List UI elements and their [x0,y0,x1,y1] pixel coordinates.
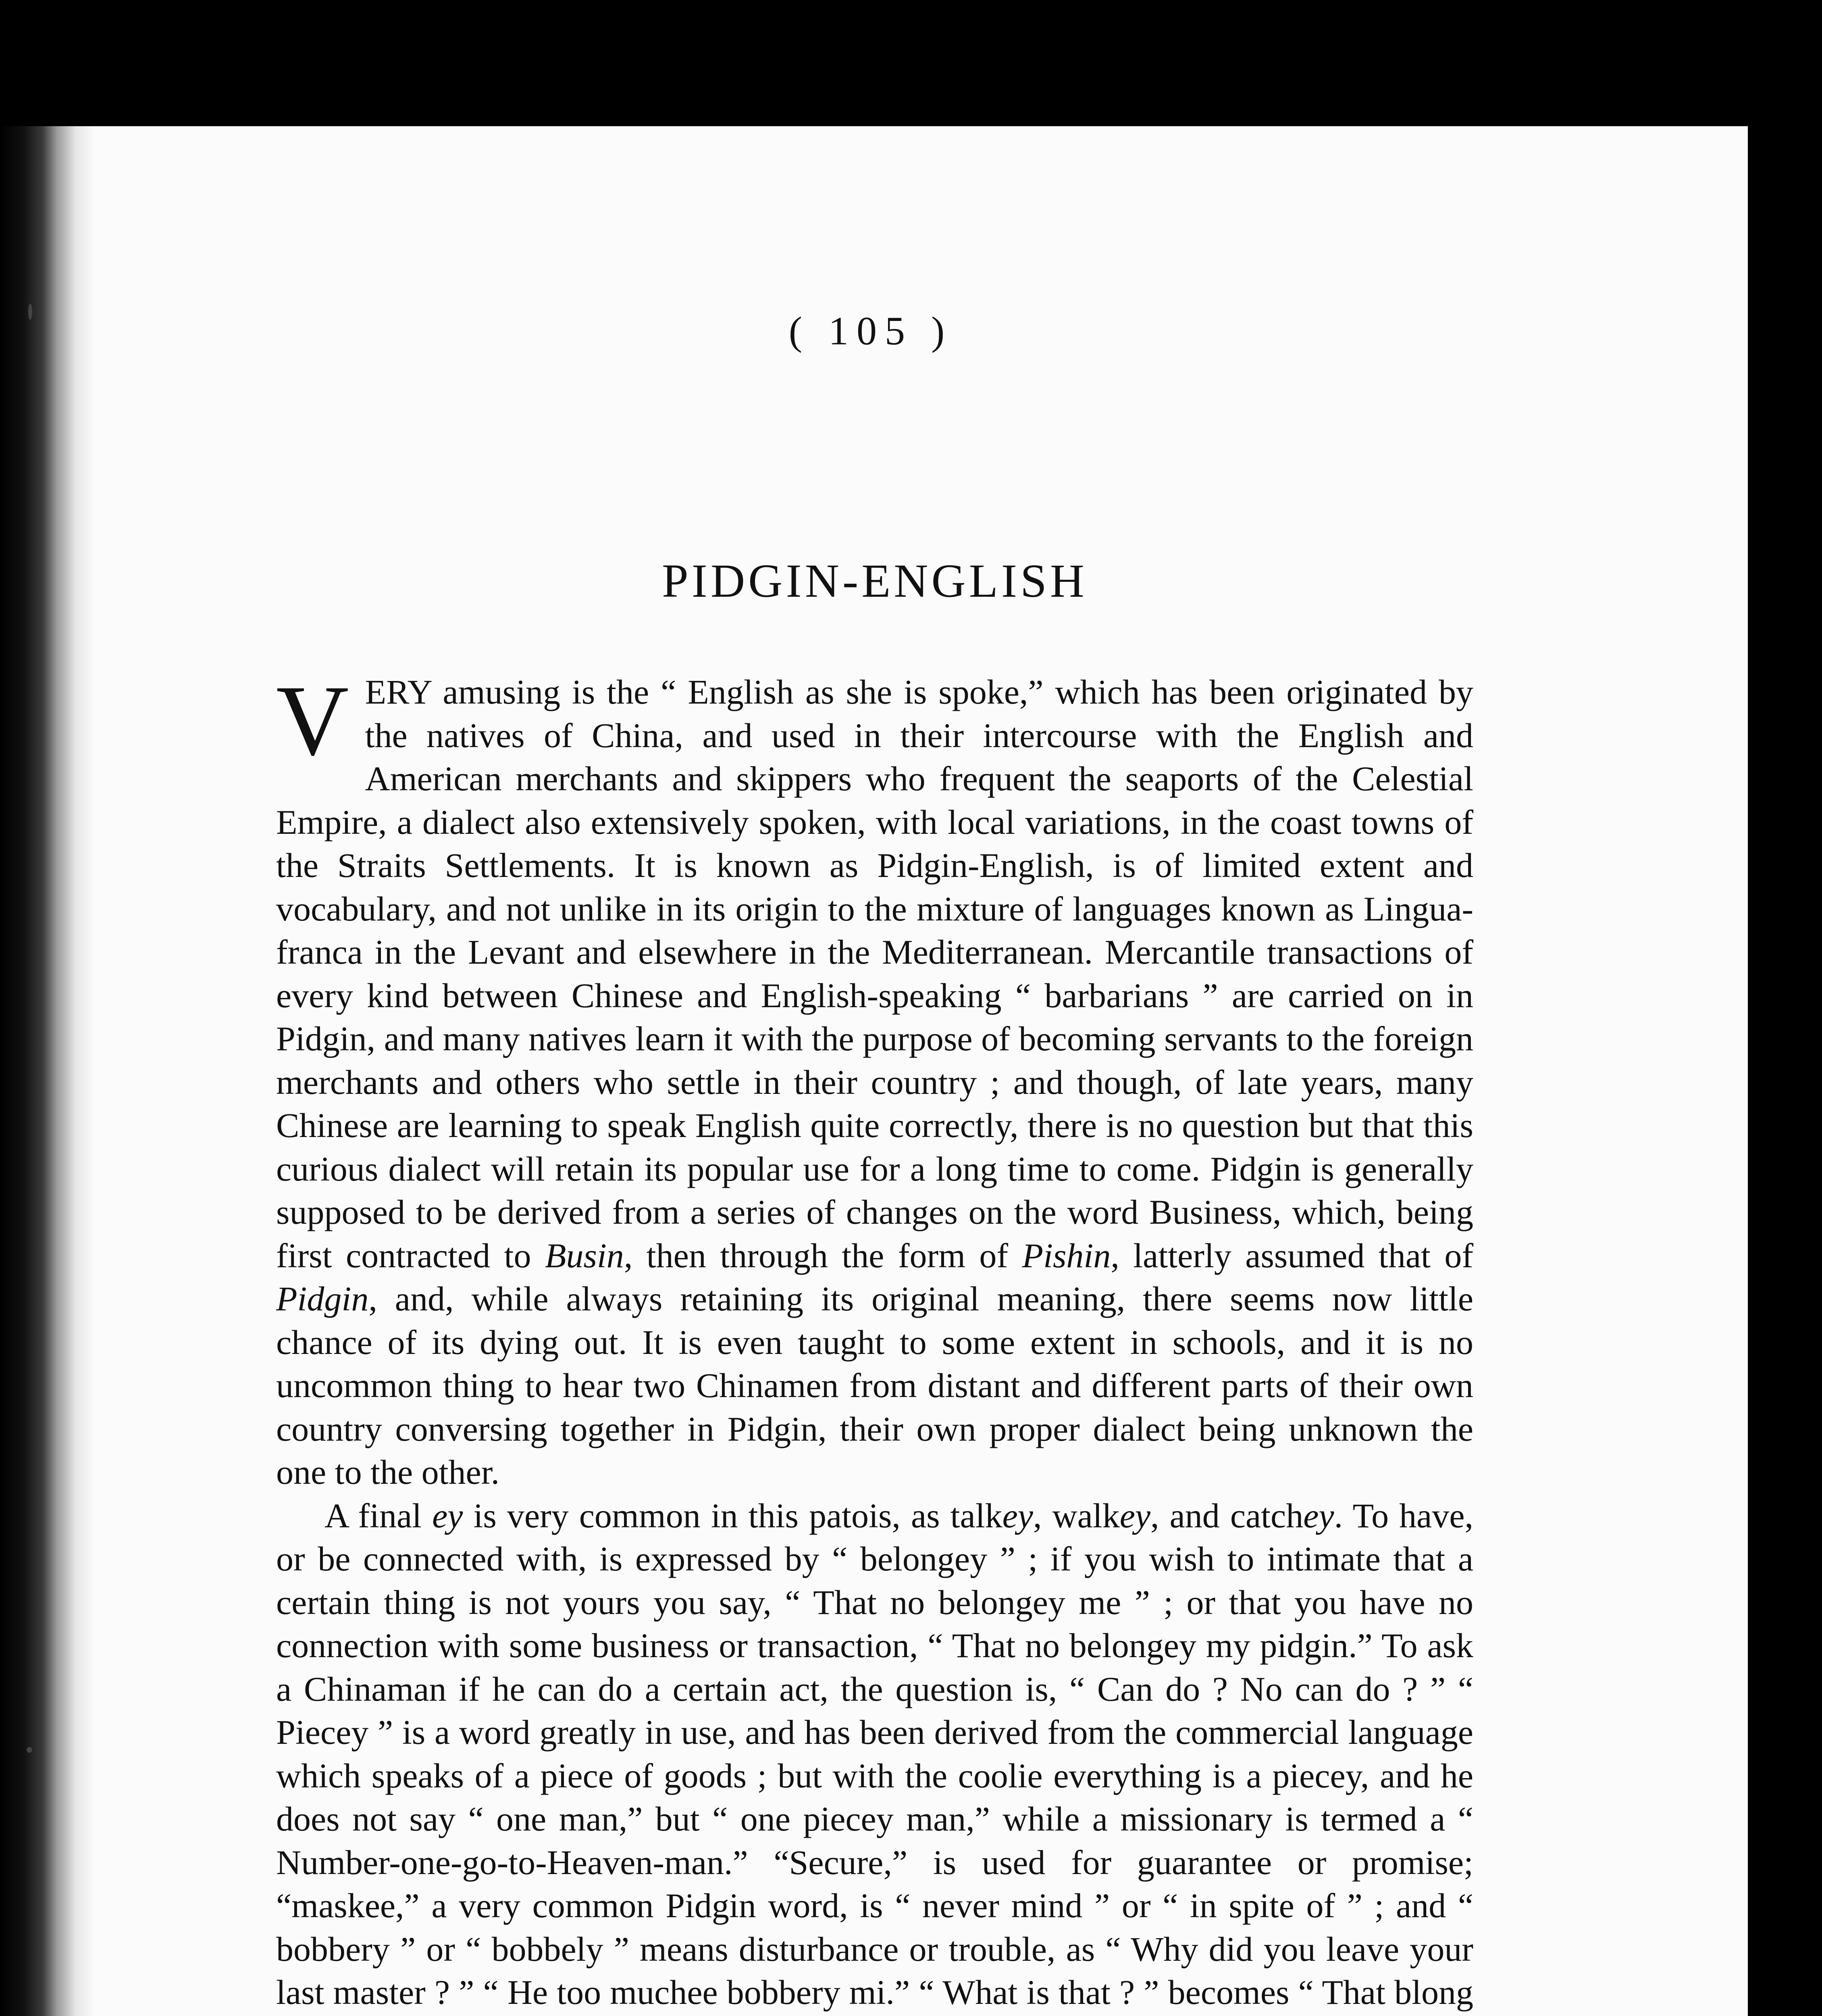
chapter-title: PIDGIN-ENGLISH [662,554,1088,607]
page-spine-shadow [0,126,95,2016]
text-run: , then through the form of [624,1236,1022,1275]
drop-cap: V [276,665,349,777]
italic-term: Busin [545,1236,624,1275]
italic-term: Pidgin [276,1279,369,1318]
text-run: A final [324,1496,433,1535]
italic-term: ey [432,1496,463,1535]
text-run: , and, while always retaining its original meaning, there seems now little chance of its dying out. It is even taught to some extent in schools, and it is no uncommon thing to hear two Chinamen from distant and different parts of their own country conversing together in Pidgin, their own proper dialect being unknown the one to the other. [276,1279,1473,1491]
text-run: ERY amusing is the “ English as she is spoke,” which has been originated by the natives of China, and used in their intercourse with the English and American merchants and skippers who frequent the seaports of the Celestial Empire, a dialect also extensively spoken, with local variations, in the coast towns of the Straits Settlements. It is known as Pidgin-English, is of limited extent and vocabulary, and not unlike in its origin to the mixture of languages known as Lingua-franca in the Levant and elsewhere in the Mediterranean. Mercantile transactions of every kind between Chinese and English-speaking “ barbarians ” are carried on in Pidgin, and many natives learn it with the purpose of becoming servants to the foreign merchants and others who settle in their country ; and though, of late years, many Chinese are learning to speak English quite correctly, there is no question but that this curious dialect will retain its popular use for a long time to come. Pidgin is generally supposed to be derived from a series of changes on the word Business, which, being first contracted to [276,673,1473,1275]
text-run: is very common in this patois, as talk [463,1496,1003,1535]
text-run: . To have, or be connected with, is expressed by “ belongey ” ; if you wish to intimate that a certain thing is not yours you say, “ That no belongey me ” ; or that you have no connection with some business or transaction, “ That no belongey my pidgin.” To ask a Chinaman if he can do a certain act, the question is, “ Can do ? No can do ? ” “ Piecey ” is a word greatly in use, and has been derived from the commercial language which speaks of a piece of goods ; but with the coolie everything is a piecey, and he does not say “ one man,” but “ one piecey man,” while a missionary is termed a “ Number-one-go-to-Heaven-man.” “Secure,” is used for guarantee or promise; “maskee,” a very common Pidgin word, is “ never mind ” or “ in spite of ” ; and “ bobbery ” or “ bobbely ” means disturbance or trouble, as “ Why did you leave your last master ? ” “ He too muchee bobbery mi.” “ What is that ? ” becomes “ That blong [276,1496,1473,2012]
italic-term: ey [1119,1496,1151,1535]
paragraph-1 [276,665,1473,1494]
margin-speck [28,304,32,320]
body-text [276,665,1473,2016]
italic-term: ey [1303,1496,1334,1535]
paragraph-2 [276,1494,1473,2016]
text-run: , latterly assumed that of [1111,1236,1473,1275]
text-run: , and catch [1150,1496,1304,1535]
italic-term: ey [1002,1496,1033,1535]
book-page [0,126,1748,2016]
margin-speck [27,1747,32,1753]
page-number: ( 105 ) [788,308,953,353]
italic-term: Pishin [1022,1236,1111,1275]
text-run: , walk [1033,1496,1120,1535]
